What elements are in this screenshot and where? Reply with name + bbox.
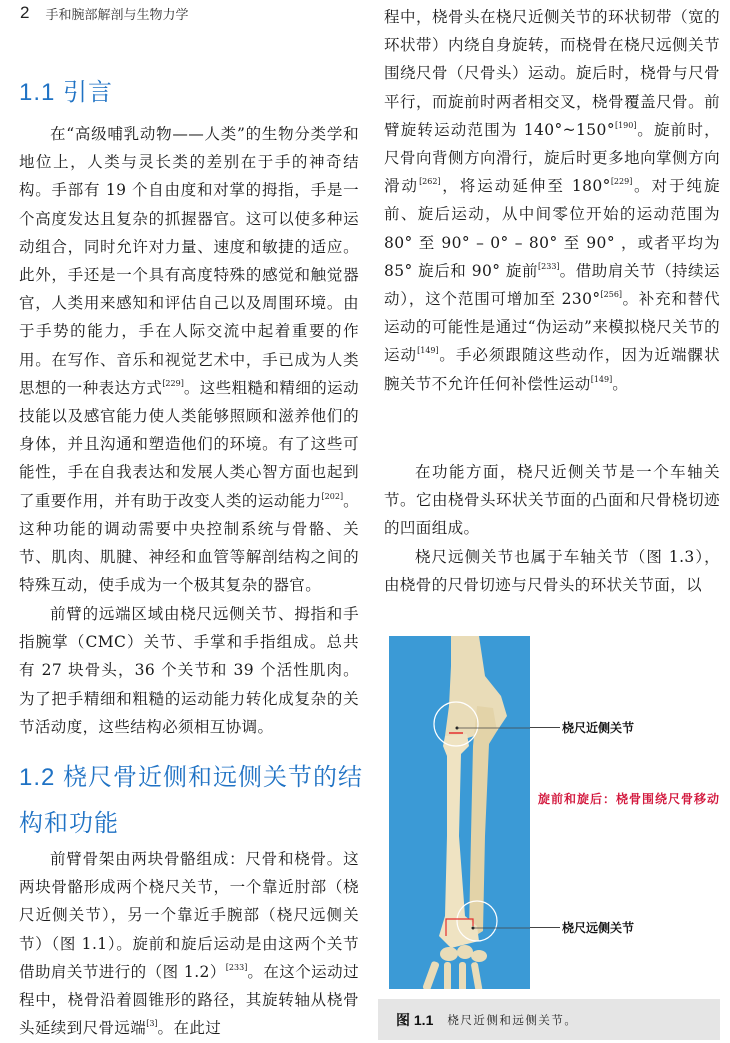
citation: [149] [417,346,439,356]
paragraph-distal-joint: 桡尺远侧关节也属于车轴关节（图 1.3），由桡骨的尺骨切迹与尺骨头的环状关节面，以 [384,548,720,595]
paragraph-distal-region: 前臂的远端区域由桡尺远侧关节、拇指和手指腕掌（CMC）关节、手掌和手指组成。总共有 27 块骨头，36 个关节和 39 个活性肌肉。为了把手精细和粗糙的运动能力转化成复杂的关节活动度，这些结构必须相互协调。 [19,605,359,736]
forearm-bones-illustration [389,636,530,989]
section-heading-1-2: 1.2 桡尺骨近侧和远侧关节的结构和功能 [19,764,364,837]
paragraph-proximal-joint: 在功能方面，桡尺近侧关节是一个车轴关节。它由桡骨头环状关节面的凸面和尺骨桡切迹的凹面组成。 [384,463,720,538]
forearm-skeleton-photo [389,636,530,989]
citation: [3] [146,1019,158,1029]
citation: [262] [419,177,441,187]
paragraph-rotation: 程中，桡骨头在桡尺近侧关节的环状韧带（宽的环状带）内绕自身旋转，而桡骨在桡尺远侧关节围绕尺骨（尺骨头）运动。旋后时，桡骨与尺骨平行，而旋前时两者相交叉，桡骨覆盖尺骨。前臂旋转运动范围为 140°~150°[190]。旋前时，尺骨向背侧方向滑行，旋后时更多地向掌侧方向滑动[262]，将运动延伸至 180°[229]。对于纯旋前、旋后运动，从中间零位开始的运动范围为 80° 至 90° – 0° – 80° 至 90° ，或者平均为 85° 旋后和 90° 旋前[233]。借助肩关节（持续运动），这个范围可增加至 230°[256]。补充和替代运动的可能性是通过“伪运动”来模拟桡尺关节的运动[149]。手必须跟随这些动作，因为近端髁状腕关节不允许任何补偿性运动[149]。 [384,8,720,393]
citation: [256] [600,290,623,300]
citation: [149] [590,374,613,384]
figure-1-1 [378,630,723,1040]
label-proximal-radioulnar-joint: 桡尺近侧关节 [562,721,635,735]
figure-caption [378,999,720,1040]
running-head [20,3,188,23]
label-pronation-supination: 旋前和旋后：桡骨围绕尺骨移动 [538,792,721,806]
page-number: 2 [20,3,30,22]
leader-line-distal [530,927,560,928]
paragraph-forearm-skeleton: 前臂骨架由两块骨骼组成：尺骨和桡骨。这两块骨骼形成两个桡尺关节，一个靠近肘部（桡尺近侧关节），另一个靠近手腕部（桡尺远侧关节）（图 1.1）。旋前和旋后运动是由这两个关节借助肩关节进行的（图 1.2）[233]。在这个运动过程中，桡骨沿着圆锥形的路径，其旋转轴从桡骨头延续到尺骨远端[3]。在此过 [19,850,359,1038]
book-title: 手和腕部解剖与生物力学 [45,6,189,22]
citation: [229] [610,177,633,187]
citation: [229] [162,378,184,388]
figure-number: 图 1.1 [396,1011,434,1028]
figure-caption-text: 桡尺近侧和远侧关节。 [447,1012,578,1027]
label-distal-radioulnar-joint: 桡尺远侧关节 [562,921,635,935]
citation: [190] [614,120,637,130]
paragraph-intro: 在“高级哺乳动物——人类”的生物分类学和地位上，人类与灵长类的差别在于手的神奇结构。手部有 19 个自由度和对掌的拇指，手是一个高度发达且复杂的抓握器官。这可以使多种运动组合，同时允许对力量、速度和敏捷的适应。此外，手还是一个具有高度特殊的感觉和触觉器官，人类用来感知和评估自己以及周围环境。由于手势的能力，手在人际交流中起着重要的作用。在写作、音乐和视觉艺术中，手已成为人类思想的一种表达方式[229]。这些粗糙和精细的运动技能以及感官能力使人类能够照顾和滋养他们的身体，并且沟通和塑造他们的环境。有了这些可能性，手在自我表达和发展人类心智方面也起到了重要作用，并有助于改变人类的运动能力[202]。这种功能的调动需要中央控制系统与骨骼、关节、肌肉、肌腱、神经和血管等解剖结构之间的特殊互动，使手成为一个极其复杂的器官。 [19,125,359,595]
citation: [233] [538,261,560,271]
section-heading-1-1: 1.1 引言 [19,79,114,106]
leader-line-proximal [530,727,560,728]
citation: [233] [225,962,248,972]
citation: [202] [321,491,344,501]
